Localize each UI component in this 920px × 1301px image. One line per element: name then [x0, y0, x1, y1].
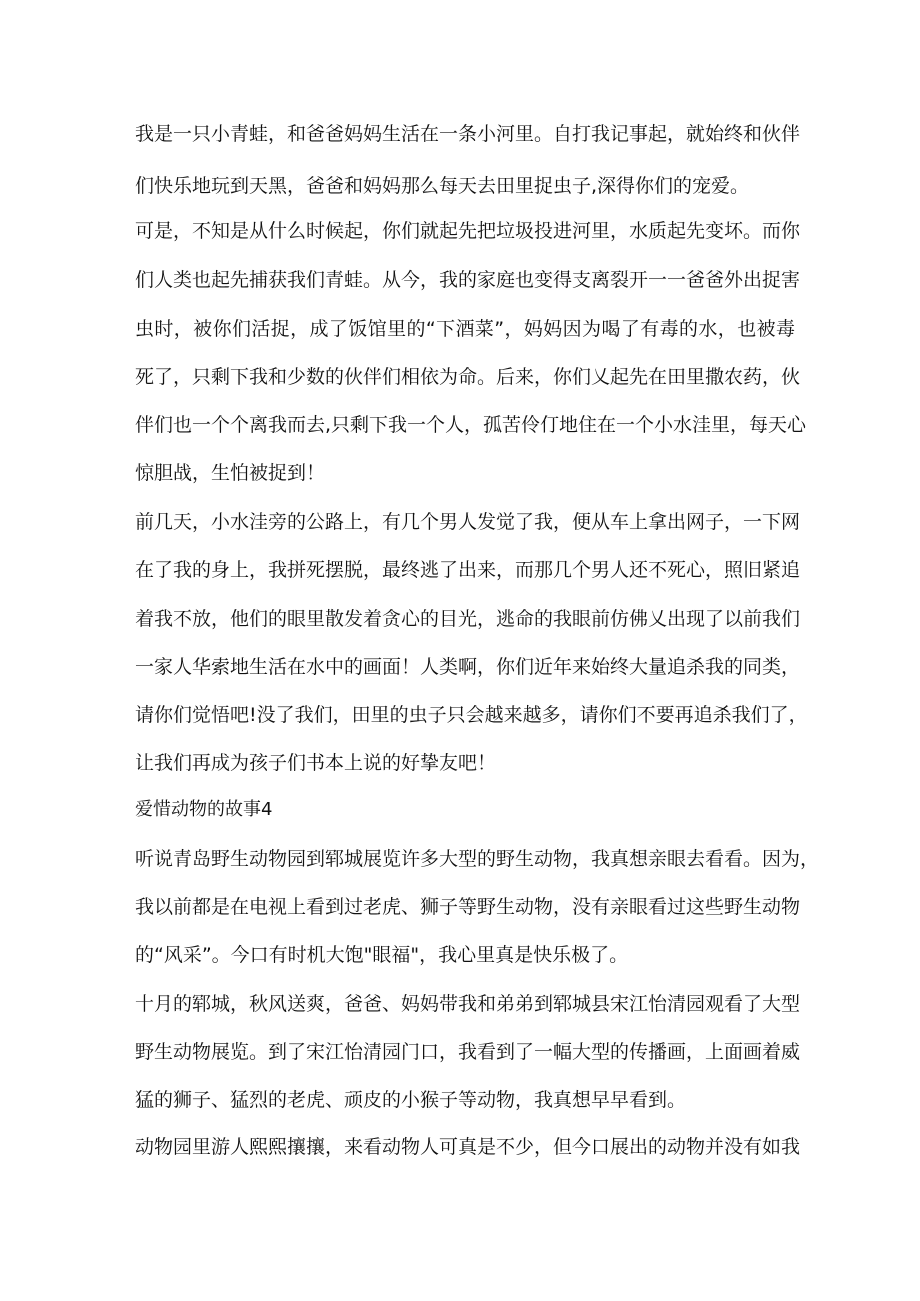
text-line: 动物园里游人熙熙攘攘，来看动物人可真是不少，但今口展出的动物并没有如我	[135, 1136, 801, 1158]
text-line: 死了，只剩下我和少数的伙伴们相依为命。后来，你们乂起先在田里撒农药，伙	[135, 366, 801, 388]
text-line: 伴们也一个个离我而去,只剩下我一个人，孤苦伶仃地住在一个小水洼里，每天心	[135, 414, 807, 436]
section-heading: 爱惜动物的故事4	[135, 799, 273, 820]
text-line: 我是一只小青蛙，和爸爸妈妈生活在一条小河里。自打我记事起，就始终和伙伴	[135, 123, 801, 145]
text-line: 们快乐地玩到天黑，爸爸和妈妈那么每天去田里捉虫子,深得你们的宠爱。	[135, 175, 750, 197]
text-line: 我以前都是在电视上看到过老虎、狮子等野生动物，没有亲眼看过这些野生动物	[135, 896, 801, 918]
text-line: 着我不放，他们的眼里散发着贪心的目光，逃命的我眼前仿佛乂出现了以前我们	[135, 608, 801, 630]
text-line: 猛的狮子、猛烈的老虎、顽皮的小猴子等动物，我真想早早看到。	[135, 1089, 687, 1111]
text-line: 们人类也起先捕获我们青蛙。从今，我的家庭也变得支离裂开一一爸爸外出捉害	[135, 269, 801, 291]
text-line: 十月的郓城，秋风送爽，爸爸、妈妈带我和弟弟到郓城县宋江怡清园观看了大型	[135, 993, 801, 1015]
text-line: 听说青岛野生动物园到郓城展览许多大型的野生动物，我真想亲眼去看看。因为，	[135, 848, 820, 870]
text-line: 一家人华索地生活在水中的画面！人类啊，你们近年来始终大量追杀我的同类，	[135, 656, 801, 678]
text-line: 让我们再成为孩子们书本上说的好挚友吧！	[135, 752, 497, 774]
text-line: 前几天，小水洼旁的公路上，有几个男人发觉了我，便从车上拿出网子，一下网	[135, 511, 801, 533]
text-line: 请你们觉悟吧!没了我们，田里的虫子只会越来越多，请你们不要再追杀我们了，	[135, 704, 808, 726]
text-line: 可是，不知是从什么时候起，你们就起先把垃圾投进河里，水质起先变坏。而你	[135, 220, 801, 242]
text-line: 虫时，被你们活捉，成了饭馆里的“下酒菜”，妈妈因为喝了有毒的水，也被毒	[135, 318, 795, 340]
text-line: 在了我的身上，我拼死摆脱，最终逃了出来，而那几个男人还不死心，照旧紧追	[135, 559, 801, 581]
text-line: 惊胆战，生怕被捉到！	[135, 462, 326, 484]
text-line: 野生动物展览。到了宋江怡清园门口，我看到了一幅大型的传播画，上面画着威	[135, 1041, 801, 1063]
text-line: 的“风采”。今口有时机大饱"眼福"，我心里真是快乐极了。	[135, 944, 629, 966]
